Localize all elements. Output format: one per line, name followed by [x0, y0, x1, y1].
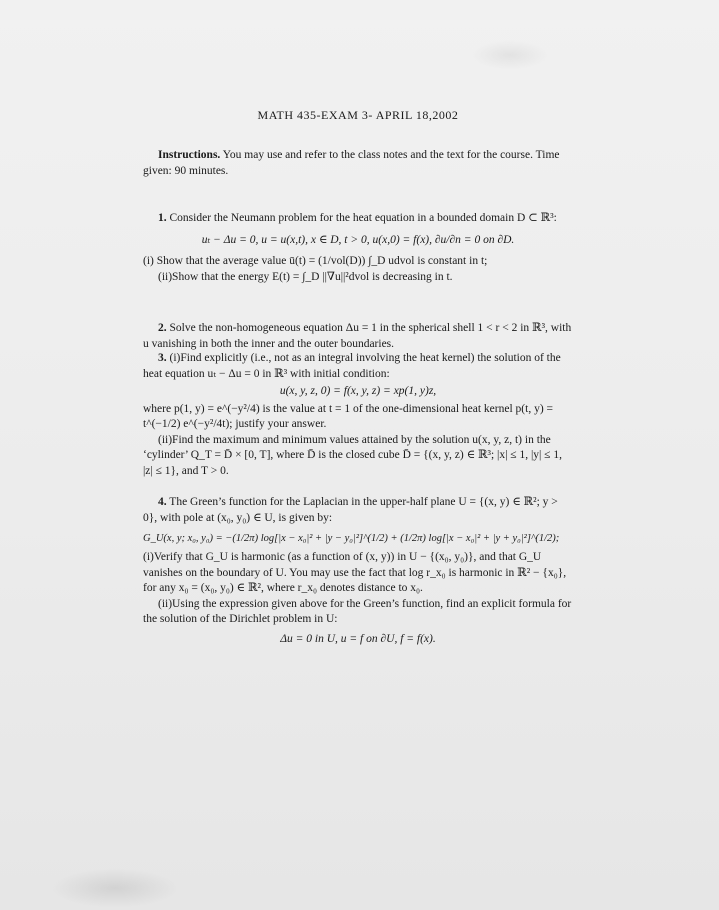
problem-3-number: 3. — [158, 352, 167, 364]
problem-4 — [143, 495, 573, 647]
problem-3 — [143, 351, 573, 479]
problem-4-intro: The Green’s function for the Laplacian in the upper-half plane U = {(x, y) ∈ ℝ²; y > 0}, with pole at (x₀, y₀) ∈ U, is given by: — [143, 496, 558, 524]
problem-3-equation: u(x, y, z, 0) = f(x, y, z) = xp(1, y)z, — [279, 385, 437, 397]
problem-4-equation: G_U(x, y; x₀, y₀) = −(1/2π) log[|x − x₀|² + |y − y₀|²]^(1/2) + (1/2π) log[|x − x₀|² + |y + y₀|²]^(1/2); — [143, 533, 560, 544]
problem-2-number: 2. — [158, 322, 167, 334]
problem-4-equation-2: Δu = 0 in U, u = f on ∂U, f = f(x). — [280, 632, 436, 645]
problem-3-where: where p(1, y) = e^(−y²/4) is the value at t = 1 of the one-dimensional heat kernel p(t, y) = t^(−1/2) e^(−y²/4t); justify your answer. — [143, 402, 554, 430]
problem-2 — [143, 321, 573, 352]
problem-1-part-i: (i) Show that the average value ū(t) = (1/vol(D)) ∫_D udvol is constant in t; — [143, 255, 488, 267]
instructions-text: You may use and refer to the class notes and the text for the course. Time given: 90 minutes. — [143, 149, 560, 177]
exam-title: MATH 435-EXAM 3- APRIL 18,2002 — [257, 108, 459, 122]
problem-1 — [143, 211, 573, 285]
scan-smudge-top — [470, 40, 550, 70]
problem-4-number: 4. — [158, 496, 167, 508]
problem-3-intro: (i)Find explicitly (i.e., not as an integral involving the heat kernel) the solution of the heat equation uₜ − Δu = 0 in ℝ³ with initial condition: — [143, 352, 561, 380]
problem-1-intro: Consider the Neumann problem for the heat equation in a bounded domain D ⊂ ℝ³: — [169, 212, 557, 224]
problem-1-part-ii: (ii)Show that the energy E(t) = ∫_D ||∇u||²dvol is decreasing in t. — [158, 270, 453, 283]
problem-3-part-ii: (ii)Find the maximum and minimum values attained by the solution u(x, y, z, t) in the ‘cylinder’ Q_T = D̄ × [0, T], where D̄ is the closed cube D̄ = {(x, y, z) ∈ ℝ³; |x| ≤ 1, |y| ≤ 1, |z| ≤ 1}, and T > 0. — [143, 433, 562, 477]
problem-4-part-ii: (ii)Using the expression given above for the Green’s function, find an explicit formula for the solution of the Dirichlet problem in U: — [143, 597, 572, 625]
problem-1-number: 1. — [158, 212, 167, 224]
scan-smudge-bottom — [50, 868, 180, 908]
problem-1-equation: uₜ − Δu = 0, u = u(x,t), x ∈ D, t > 0, u(x,0) = f(x), ∂u/∂n = 0 on ∂D. — [201, 233, 515, 246]
instructions — [143, 148, 573, 179]
instructions-label: Instructions. — [158, 149, 221, 161]
problem-4-part-i: (i)Verify that G_U is harmonic (as a function of (x, y)) in U − {(x₀, y₀)}, and that G_U vanishes on the boundary of U. You may use the fact that log r_x₀ is harmonic in ℝ² − {x₀}, for any x₀ = (x₀, y₀) ∈ ℝ², where r_x₀ denotes distance to x₀. — [143, 551, 567, 594]
problem-2-text: Solve the non-homogeneous equation Δu = 1 in the spherical shell 1 < r < 2 in ℝ³, with u vanishing in both the inner and the outer boundaries. — [143, 322, 572, 350]
